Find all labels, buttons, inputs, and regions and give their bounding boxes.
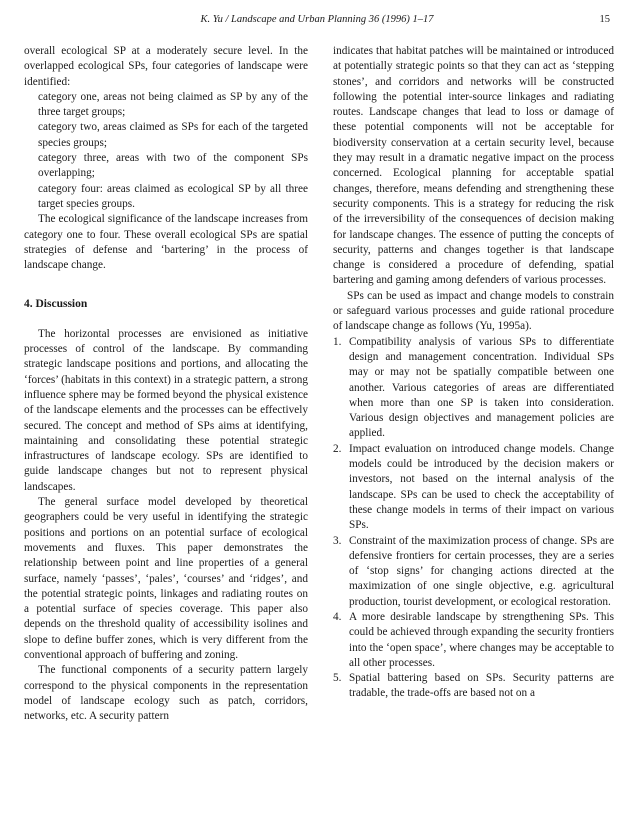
list-number: 5. xyxy=(333,672,342,685)
page-number: 15 xyxy=(599,14,610,25)
list-item xyxy=(333,610,614,671)
category-item: category four: areas claimed as ecological SP by all three target species groups. xyxy=(38,182,308,210)
paragraph: The ecological significance of the landscape increases from category one to four. These overall ecological SPs are spatial strategies of defense and ‘bartering’ in the process of landscape change. xyxy=(24,213,308,272)
list-item xyxy=(333,671,614,702)
journal-citation: K. Yu / Landscape and Urban Planning 36 (1996) 1–17 xyxy=(200,14,434,25)
paragraph: overall ecological SP at a moderately secure level. In the overlapped ecological SPs, four categories of landscape were identified: xyxy=(24,45,308,88)
category-item: category three, areas with two of the component SPs overlapping; xyxy=(38,152,308,180)
list-text: Constraint of the maximization process of change. SPs are defensive frontiers for certain processes, they are a series of ‘stop signs’ for changing actions directed at the maximization of one single objective, e.g. agricultural production, tourist development, or ecological restoration. xyxy=(349,534,614,608)
list-number: 3. xyxy=(333,534,342,547)
running-header xyxy=(24,14,610,30)
paragraph: The horizontal processes are envisioned as initiative processes of control of the landscape. By commanding strategic landscape positions and portions, and allocating the ‘forces’ (habitats in this context) in a strategic pattern, a strong influence sphere may be formed beyond the physical existence of the landscape elements and the processes can be effectively secured. The concept and method of SPs aims at identifying, maintaining and consolidating these potential strategic infrastructures of landscape ecology. SPs are identified to guide landscape changes but not to represent physical landscapes. xyxy=(24,327,308,493)
section-heading: 4. Discussion xyxy=(24,298,88,311)
paragraph: The general surface model developed by theoretical geographers could be very useful in identifying the strategic positions and portions on an potential surface of ecological movements and fluxes. This paper demonstrates the relationship between point and line properties of a general surface, namely ‘passes’, ‘pales’, ‘courses’ and ‘ridges’, and the potential strategic points, linkages and radiating routes on a potential surface of species coverage. This paper also depends on the threshold quality of accessibility isolines and slope to define buffer zones, which is very different from the conventional approach of buffering and zoning. xyxy=(24,496,308,661)
category-item: category one, areas not being claimed as SP by any of the three target groups; xyxy=(38,90,308,119)
paragraph: indicates that habitat patches will be maintained or introduced at potentially strategic points so that they can act as ‘stepping stones’, and corridors and networks will be constructed following the potential inter-source linkages and radiating routes. Landscape changes that lead to loss or damage of these potential components will not be acceptable for biodiversity conservation at a certain security level, because they may result in a dramatic negative impact on the process concerned. Ecological planning for acceptable spatial changes, therefore, means defending and strengthening these security components. This is a strategy for reducing the risk of the irreversibility of the consequences of decision making for landscape changes. The essence of putting the concepts of security, patterns and changes together is that landscape change is considered a procedure of defending, spatial bartering and gaming among defenders of various processes. xyxy=(333,45,614,287)
list-item xyxy=(333,335,614,442)
list-text: A more desirable landscape by strengthening SPs. This could be achieved through expanding the security frontiers into the ‘open space’, where changes may be acceptable to all other processes. xyxy=(349,610,614,669)
left-column xyxy=(24,44,308,724)
numbered-list xyxy=(333,335,614,702)
list-text: Spatial battering based on SPs. Security patterns are tradable, the trade-offs are based not on a xyxy=(349,672,614,700)
paragraph: SPs can be used as impact and change models to constrain or safeguard various processes and guide rational procedure of landscape change as follows (Yu, 1995a). xyxy=(333,289,614,333)
paragraph: The functional components of a security pattern largely correspond to the physical components in the representation model of landscape ecology such as patch, corridors, networks, etc. A security pattern xyxy=(24,664,308,723)
list-text: Compatibility analysis of various SPs to differentiate design and management concentration. Individual SPs may or may not be spatially compatible between one another. Various categories of areas are differentiated when more than one SP is taken into consideration. Various design objectives and management policies are applied. xyxy=(349,335,614,440)
category-item: category two, areas claimed as SPs for each of the targeted species groups; xyxy=(38,121,308,149)
list-item xyxy=(333,534,614,610)
list-item xyxy=(333,442,614,534)
list-number: 2. xyxy=(333,442,342,455)
list-number: 4. xyxy=(333,610,342,623)
right-column xyxy=(333,44,614,702)
list-number: 1. xyxy=(333,335,342,348)
list-text: Impact evaluation on introduced change models. Change models could be introduced by the decision makers or investors, not based on the internal analysis of the landscape. SPs can be used to check the acceptability of these change models in terms of their impact on various SPs. xyxy=(349,442,614,532)
